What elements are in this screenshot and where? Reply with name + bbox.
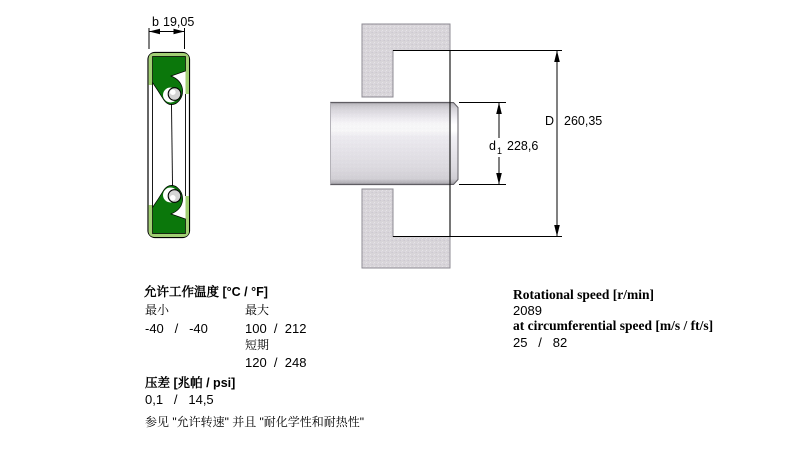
dim-d1-subscript: 1 bbox=[497, 146, 503, 156]
spring-highlight bbox=[170, 89, 176, 95]
dim-b-value: 19,05 bbox=[163, 15, 195, 29]
arrow-down-icon bbox=[554, 225, 560, 237]
housing-upper bbox=[362, 24, 450, 97]
temperature-short-term-values: 120 / 248 bbox=[245, 355, 307, 370]
shaft-end-cap bbox=[450, 103, 458, 185]
see-also-note: 参见 "允许转速" 并且 "耐化学性和耐热性" bbox=[145, 415, 365, 429]
seal-drawing bbox=[148, 53, 190, 238]
arrow-down-icon bbox=[496, 173, 502, 185]
circumferential-speed-title: at circumferential speed [m/s / ft/s] bbox=[513, 318, 714, 333]
dimension-d1 bbox=[459, 103, 506, 185]
circumferential-speed-values: 25 / 82 bbox=[513, 335, 568, 350]
pressure-values: 0,1 / 14,5 bbox=[145, 392, 214, 407]
temperature-min-values: -40 / -40 bbox=[145, 321, 208, 336]
arrow-left-icon bbox=[149, 29, 160, 34]
pressure-title: 压差 [兆帕 / psi] bbox=[145, 376, 236, 390]
arrow-right-icon bbox=[174, 29, 185, 34]
dim-D-label: D bbox=[544, 114, 554, 128]
dimension-b bbox=[149, 28, 185, 49]
shaft bbox=[330, 103, 458, 185]
temperature-max-values: 100 / 212 bbox=[245, 321, 307, 336]
temperature-title: 允许工作温度 [°C / °F] bbox=[144, 285, 268, 299]
temperature-short-term-label: 短期 bbox=[245, 338, 270, 352]
housing-shaft-section bbox=[330, 24, 458, 268]
dim-d1-label: d bbox=[489, 139, 496, 153]
arrow-up-icon bbox=[554, 51, 560, 63]
dim-D-value: 260,35 bbox=[564, 114, 603, 128]
dim-d1-value: 228,6 bbox=[507, 139, 539, 153]
dim-b-label: b bbox=[152, 15, 159, 29]
housing-lower bbox=[362, 189, 450, 268]
temperature-max-label: 最大 bbox=[245, 303, 270, 317]
rotational-speed-title: Rotational speed [r/min] bbox=[513, 287, 654, 302]
temperature-min-label: 最小 bbox=[145, 303, 170, 317]
arrow-up-icon bbox=[496, 103, 502, 115]
rotational-speed-value: 2089 bbox=[513, 303, 542, 318]
